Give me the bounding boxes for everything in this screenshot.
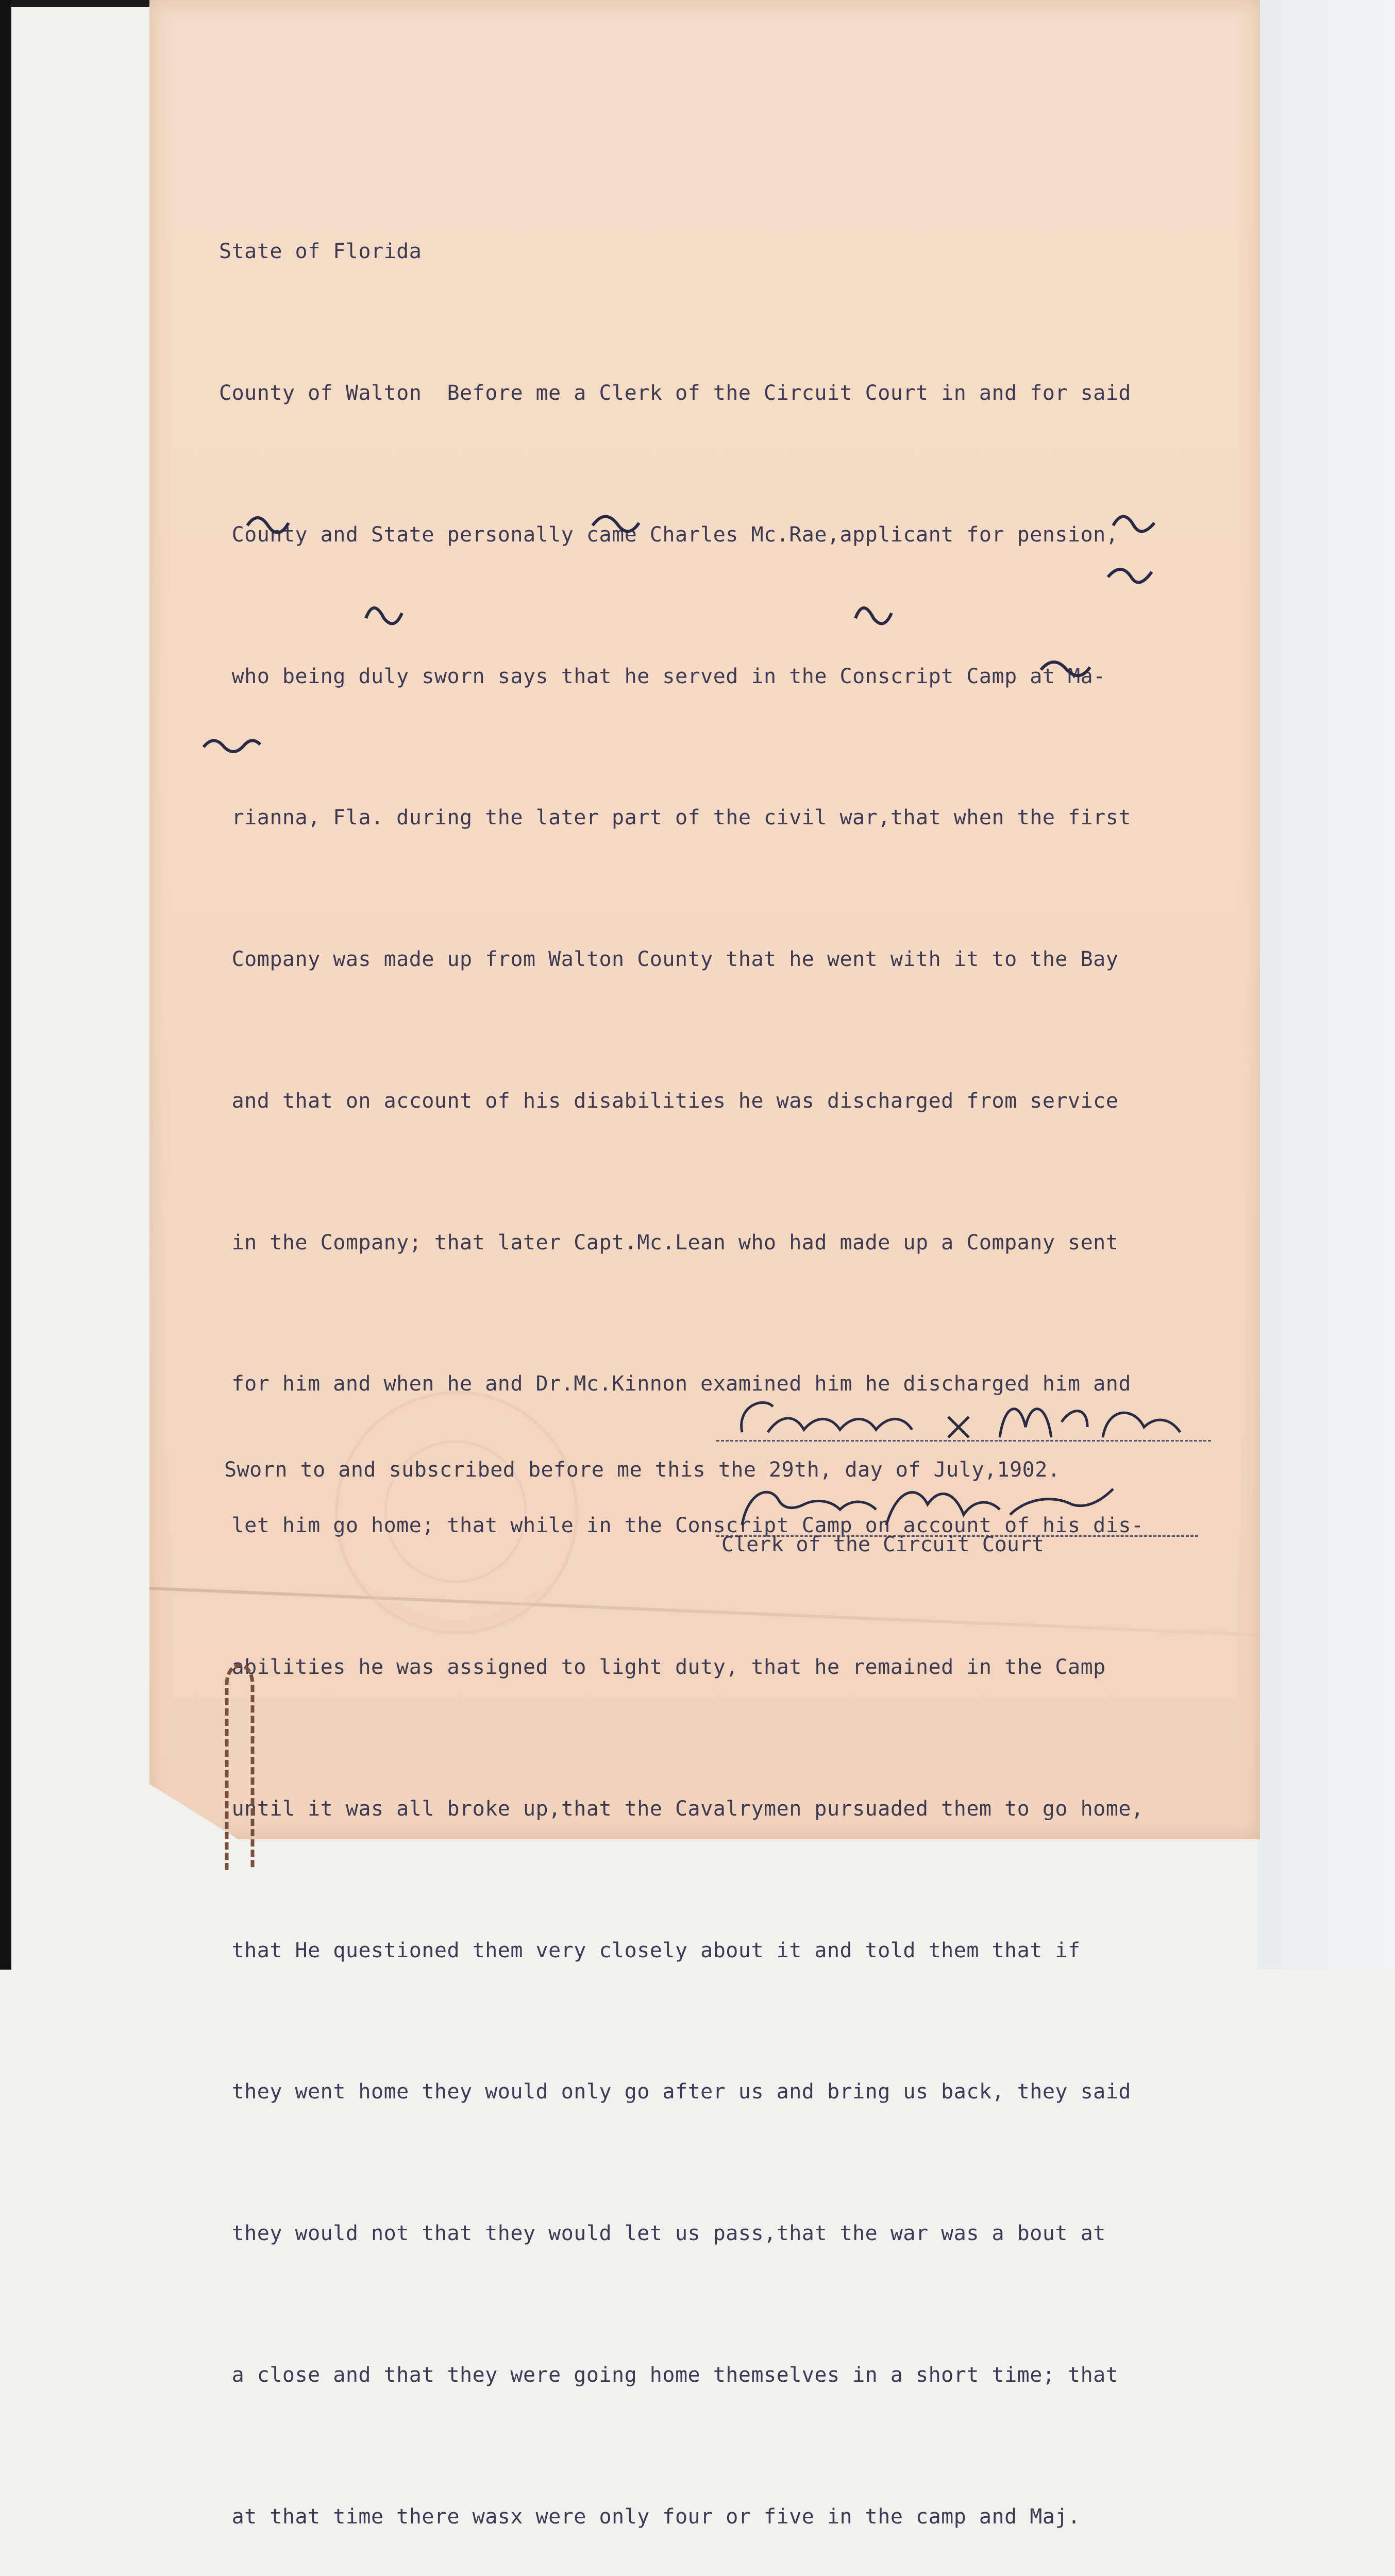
body-line: until it was all broke up,that the Cavalrymen pursuaded them to go home, xyxy=(219,1797,1144,1821)
document-heading: State of Florida xyxy=(219,240,422,264)
applicant-signature xyxy=(732,1386,1196,1448)
body-line: they went home they would only go after us and bring us back, they said xyxy=(219,2080,1131,2104)
body-line: they would not that they would let us pass,that the war was a bout at xyxy=(219,2222,1106,2246)
body-line: let him go home; that while in the Conscript Camp on account of his dis- xyxy=(219,1514,1144,1538)
body-line: that He questioned them very closely about it and told them that if xyxy=(219,1938,1081,1962)
body-line: County and State personally came Charles Mc.Rae,applicant for pension, xyxy=(219,522,1119,547)
paper-fastener xyxy=(216,1649,263,1875)
body-line: Company was made up from Walton County that he went with it to the Bay xyxy=(219,947,1119,972)
clerk-signature xyxy=(732,1473,1123,1535)
body-line: who being duly sworn says that he served in the Conscript Camp at Ma- xyxy=(219,664,1106,688)
handwritten-correction-marks xyxy=(196,505,1226,793)
body-line: rianna, Fla. during the later part of the civil war,that when the first xyxy=(219,806,1131,830)
body-line: a close and that they were going home themselves in a short time; that xyxy=(219,2363,1119,2387)
scan-border-left xyxy=(0,0,11,1970)
clerk-title: Clerk of the Circuit Court xyxy=(721,1533,1045,1556)
body-line: in the Company; that later Capt.Mc.Lean who had made up a Company sent xyxy=(219,1230,1119,1255)
scan-background-right xyxy=(1257,0,1395,1970)
jurat-text: Sworn to and subscribed before me this the 29th, day of July,1902. xyxy=(224,1458,1061,1482)
affidavit-text xyxy=(219,134,1239,2576)
body-line: abilities he was assigned to light duty, that he remained in the Camp xyxy=(219,1655,1106,1679)
body-line: and that on account of his disabilities he was discharged from service xyxy=(219,1089,1119,1113)
body-line: at that time there wasx were only four or five in the camp and Maj. xyxy=(219,2504,1081,2529)
body-line: County of Walton Before me a Clerk of the Circuit Court in and for said xyxy=(219,381,1131,405)
body-line: for him and when he and Dr.Mc.Kinnon examined him he discharged him and xyxy=(219,1372,1131,1396)
